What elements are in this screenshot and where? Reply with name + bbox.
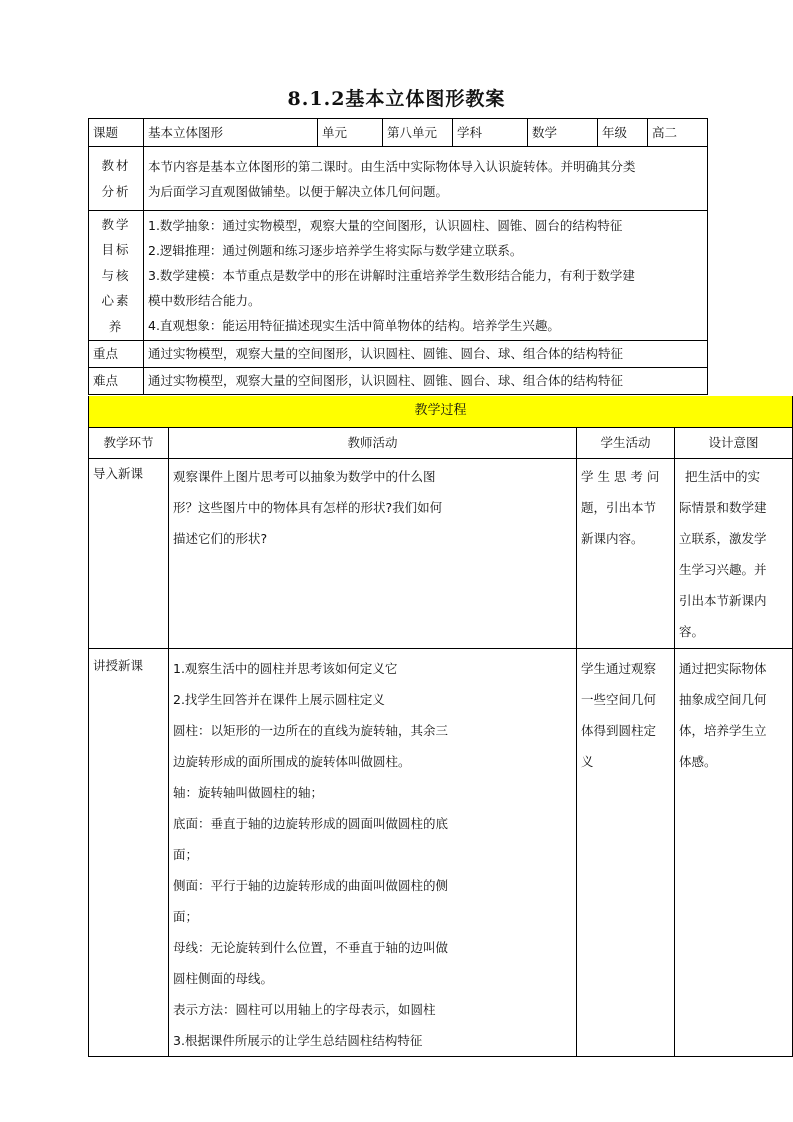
grade-label: 年级 xyxy=(598,119,648,147)
grade-value: 高二 xyxy=(648,119,708,147)
design-intent-teaching: 通过把实际物体 抽象成空间几何 体，培养学生立 体感。 xyxy=(675,648,793,1056)
column-student: 学生活动 xyxy=(577,427,675,458)
column-teacher: 教师活动 xyxy=(169,427,577,458)
key-point-text: 通过实物模型，观察大量的空间图形，认识圆柱、圆锥、圆台、球、组合体的结构特征 xyxy=(144,341,708,368)
topic-value: 基本立体图形 xyxy=(144,119,318,147)
goals-text: 1.数学抽象：通过实物模型，观察大量的空间图形，认识圆柱、圆锥、圆台的结构特征 2.逻辑推理：通过例题和练习逐步培养学生将实际与数学建立联系。 3.数学建模：本节重点是数学中的形在讲解时注重培养学生数形结合能力，有利于数学建 模中数形结合能力。 4.直观想象：能运用特征描述现实生活中简单物体的结构。培养学生兴趣。 xyxy=(144,211,708,341)
subject-value: 数学 xyxy=(528,119,598,147)
column-stage: 教学环节 xyxy=(89,427,169,458)
analysis-label: 教材 分析 xyxy=(89,147,144,211)
teacher-activity-teaching: 1.观察生活中的圆柱并思考该如何定义它 2.找学生回答并在课件上展示圆柱定义 圆柱：以矩形的一边所在的直线为旋转轴，其余三 边旋转形成的面所围成的旋转体叫做圆柱。 轴：旋转轴叫做圆柱的轴； 底面：垂直于轴的边旋转形成的圆面叫做圆柱的底 面； 侧面：平行于轴的边旋转形成的曲面叫做圆柱的侧 面； 母线：无论旋转到什么位置，不垂直于轴的边叫做 圆柱侧面的母线。 表示方法：圆柱可以用轴上的字母表示，如圆柱 3.根据课件所展示的让学生总结圆柱结构特征 xyxy=(169,648,577,1056)
difficulty-text: 通过实物模型，观察大量的空间图形，认识圆柱、圆锥、圆台、球、组合体的结构特征 xyxy=(144,368,708,395)
process-row-teaching xyxy=(89,648,793,1056)
unit-label: 单元 xyxy=(318,119,383,147)
analysis-row xyxy=(89,147,708,211)
unit-value: 第八单元 xyxy=(383,119,453,147)
topic-label: 课题 xyxy=(89,119,144,147)
stage-intro: 导入新课 xyxy=(89,458,169,648)
stage-teaching: 讲授新课 xyxy=(89,648,169,1056)
process-columns-row xyxy=(89,427,793,458)
analysis-text: 本节内容是基本立体图形的第二课时。由生活中实际物体导入认识旋转体。并明确其分类 为后面学习直观图做铺垫。以便于解决立体几何问题。 xyxy=(144,147,708,211)
student-activity-intro: 学 生 思 考 问 题，引出本节 新课内容。 xyxy=(577,458,675,648)
process-row-intro xyxy=(89,458,793,648)
difficulty-row xyxy=(89,368,708,395)
key-point-row xyxy=(89,341,708,368)
column-design: 设计意图 xyxy=(675,427,793,458)
key-point-label: 重点 xyxy=(89,341,144,368)
design-intent-intro: 把生活中的实 际情景和数学建 立联系，激发学 生学习兴趣。并 引出本节新课内 容。 xyxy=(675,458,793,648)
teacher-activity-intro: 观察课件上图片思考可以抽象为数学中的什么图 形？这些图片中的物体具有怎样的形状?我们如何 描述它们的形状? xyxy=(169,458,577,648)
lesson-info-table xyxy=(88,118,708,395)
info-row xyxy=(89,119,708,147)
process-header: 教学过程 xyxy=(89,396,793,427)
subject-label: 学科 xyxy=(453,119,528,147)
document-title: 8.1.2基本立体图形教案 xyxy=(287,88,506,110)
process-header-row xyxy=(89,396,793,427)
teaching-process-body xyxy=(88,396,793,1057)
difficulty-label: 难点 xyxy=(89,368,144,395)
goals-label: 教学 目标 与核 心素 养 xyxy=(89,211,144,341)
goals-row xyxy=(89,211,708,341)
student-activity-teaching: 学生通过观察 一些空间几何 体得到圆柱定 义 xyxy=(577,648,675,1056)
